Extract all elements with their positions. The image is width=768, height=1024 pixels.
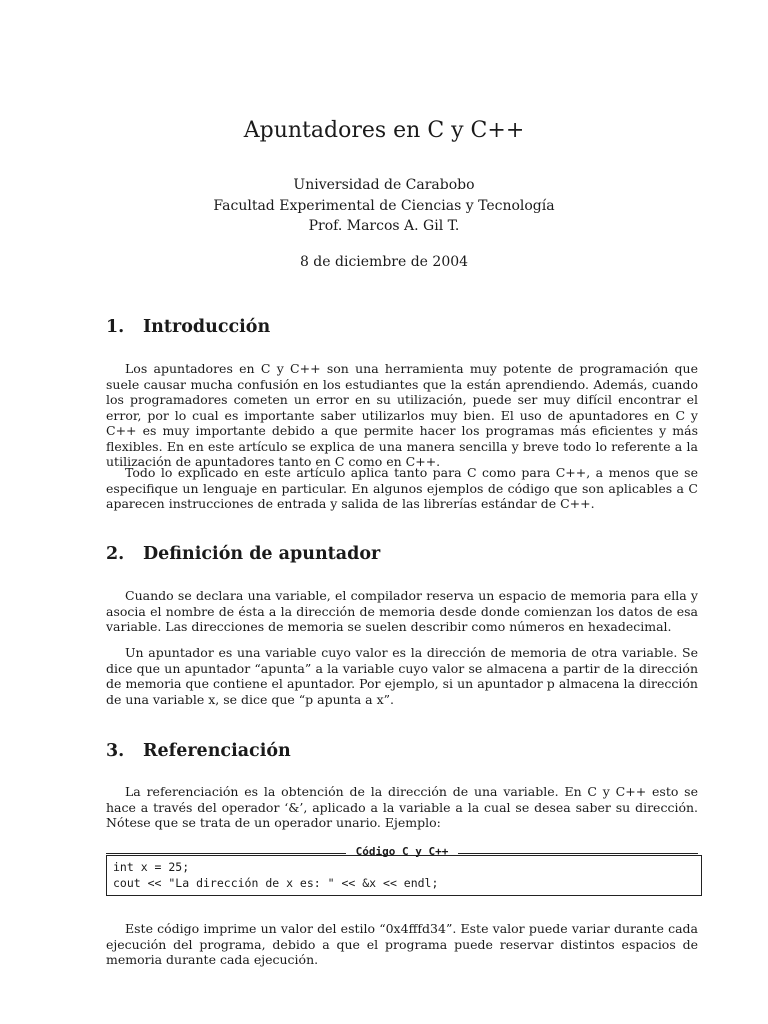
section-title: Definición de apuntador	[143, 544, 381, 564]
section-number: 2.	[106, 544, 125, 564]
section-title: Referenciación	[143, 741, 291, 761]
paragraph: Los apuntadores en C y C++ son una herramienta muy potente de programación que suele causar mucha confusión en los estudiantes que la están aprendiendo. Además, cuando los programadores cometen un error en su utilización, puede ser muy difícil encontrar el error, por lo cual es importante saber utilizarlos muy bien. El uso de apuntadores en C y C++ es muy importante debido a que permite hacer los programas más eficientes y más flexibles. En en este artículo se explica de una manera sencilla y breve todo lo referente a la utilización de apuntadores tanto en C como en C++.	[106, 361, 698, 469]
paragraph: Todo lo explicado en este artículo aplica tanto para C como para C++, a menos que se especifique un lenguaje en particular. En algunos ejemplos de código que son aplicables a C aparecen instrucciones de entrada y salida de las librerías estándar de C++.	[106, 465, 698, 511]
paper-title: Apuntadores en C y C++	[243, 118, 525, 143]
paragraph: Un apuntador es una variable cuyo valor es la dirección de memoria de otra variable. Se dice que un apuntador “apunta” a la variable cuyo valor se almacena a partir de la dirección de memoria que contiene el apuntador. Por ejemplo, si un apuntador p almacena la dirección de una variable x, se dice que “p apunta a x”.	[106, 645, 698, 707]
paragraph: Este código imprime un valor del estilo “0x4fffd34”. Este valor puede variar durante cada ejecución del programa, debido a que el programa puede reservar distintos espacios de memoria durante cada ejecución.	[106, 921, 698, 967]
author-affiliation	[0, 175, 768, 237]
paper-date: 8 de diciembre de 2004	[299, 254, 469, 270]
code-block	[106, 855, 702, 896]
paragraph: Cuando se declara una variable, el compilador reserva un espacio de memoria para ella y asocia el nombre de ésta a la dirección de memoria desde donde comienzan los datos de esa variable. Las direcciones de memoria se suelen describir como números en hexadecimal.	[106, 588, 698, 634]
code-caption-label: Código C y C++	[355, 845, 449, 858]
section-heading-definicion	[106, 544, 380, 564]
section-number: 3.	[106, 741, 125, 761]
code-line: int x = 25;	[113, 860, 190, 874]
faculty-line: Facultad Experimental de Ciencias y Tecnología	[213, 197, 555, 214]
section-title: Introducción	[143, 317, 271, 337]
section-heading-referenciacion	[106, 741, 291, 761]
caption-rule	[106, 853, 346, 854]
caption-rule	[458, 853, 698, 854]
university-line: Universidad de Carabobo	[293, 177, 475, 193]
paragraph: La referenciación es la obtención de la dirección de una variable. En C y C++ esto se hace a través del operador ‘&’, aplicado a la variable a la cual se desea saber su dirección. Nótese que se trata de un operador unario. Ejemplo:	[106, 784, 698, 830]
section-number: 1.	[106, 317, 125, 337]
author-line: Prof. Marcos A. Gil T.	[308, 218, 460, 234]
code-line: cout << "La dirección de x es: " << &x << endl;	[113, 876, 439, 890]
section-heading-introduccion	[106, 317, 270, 337]
